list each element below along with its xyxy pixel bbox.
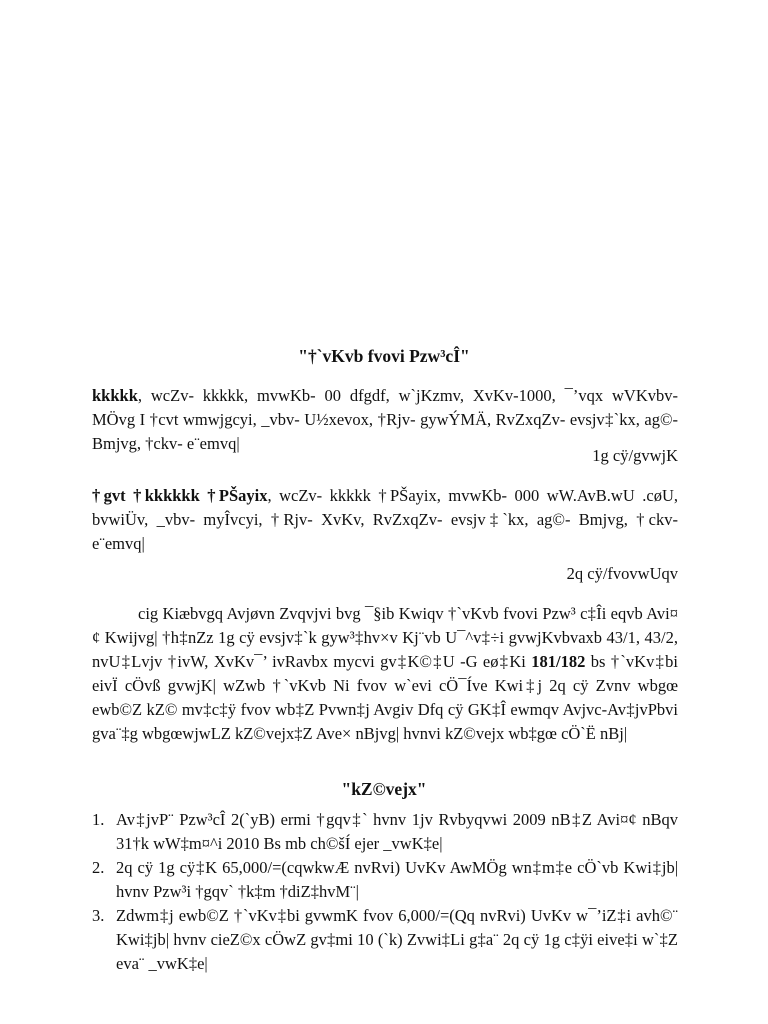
- shop-number: 181/182: [531, 652, 586, 671]
- condition-text: 2q cÿ 1g cÿ‡K 65,000/=(cqwkwÆ nvRvi) UvKv AwMÖg wn‡m‡e cÖ`vb Kwi‡jb| hvnv Pzw³i †gqv` †k‡m †diZ‡hvM¨|: [116, 858, 678, 901]
- condition-item: [92, 856, 678, 904]
- condition-text: Zdwm‡j ewb©Z †`vKv‡bi gvwmK fvov 6,000/=(Qq nvRvi) UvKv w¯’iZ‡i avh©¨ Kwi‡jb| hvnv cieZ©x cÖwZ gv‡mi 10 (`k) Zvwi‡Li g‡a¨ 2q cÿ 1g c‡ÿi eive‡i w`‡Z eva¨ _vwK‡e|: [116, 906, 678, 973]
- party-one-details: , wcZv- kkkkk, mvwKb- 00 dfgdf, w`jKzmv, XvKv-1000, ¯’vqx wVKvbv- MÖvg I †cvt wmwjgcyi, _vbv- U½xevox, †Rjv- gywÝMÄ, RvZxqZv- evsjv‡`kx, ag©- Bmjvg, †ckv- e¨emvq|: [92, 386, 678, 453]
- conditions-heading: "kZ©vejx": [341, 779, 427, 799]
- party-two-role: 2q cÿ/fvovwUqv: [566, 564, 678, 583]
- preamble-paragraph: [92, 602, 678, 746]
- party-one-role: 1g cÿ/gvwjK: [592, 446, 678, 465]
- condition-number: 3.: [92, 906, 105, 925]
- party-two-details: , wcZv- kkkkk †PŠayix, mvwKb- 000 wW.AvB.wU .cøU, bvwiÜv, _vbv- myÎvcyi, †Rjv- XvKv, RvZxqZv- evsjv‡`kx, ag©- Bmjvg, †ckv- e¨emvq|: [92, 486, 678, 553]
- conditions-list-wrapper: [92, 808, 678, 976]
- condition-item: [92, 904, 678, 976]
- document-title: "†`vKvb fvovi Pzw³cÎ": [298, 346, 470, 366]
- condition-number: 2.: [92, 858, 105, 877]
- condition-number: 1.: [92, 810, 105, 829]
- preamble-text-part2: bs †`vKv‡bi eivÏ cÖvß gvwjK| wZwb †`vKvb Ni fvov w`evi cÖ¯Íve Kwi‡j 2q cÿ Zvnv wbgœ ewb©Z kZ© mv‡c‡ÿ fvov wb‡Z Pvwn‡j Avgiv Dfq cÿ GK‡Î ewmqv Avjvc-Av‡jvPbvi gva¨‡g wbgœwjwLZ kZ©vejx‡Z Ave× nBjvg| hvnvi kZ©vejx wb‡gœ cÖ`Ë nBj|: [92, 652, 678, 743]
- party-two-name: †gvt †kkkkkk †PŠayix: [92, 486, 268, 505]
- condition-text: Av‡jvP¨ Pzw³cÎ 2(`yB) ermi †gqv‡` hvnv 1jv Rvbyqvwi 2009 nB‡Z Avi¤¢ nBqv 31†k wW‡m¤^i 2010 Bs mb ch©šÍ ejer _vwK‡e|: [116, 810, 678, 853]
- party-two-paragraph: [92, 484, 678, 556]
- conditions-list: [92, 808, 678, 976]
- condition-item: [92, 808, 678, 856]
- party-one-name: kkkkk: [92, 386, 138, 405]
- preamble-text-part1: cig Kiæbvgq Avjøvn Zvqvjvi bvg ¯§ib Kwiqv †`vKvb fvovi Pzw³ c‡Îi eqvb Avi¤¢ Kwijvg| †h‡nZz 1g cÿ evsjv‡`k gyw³‡hv×v Kj¨vb U¯^v‡÷i gvwjKvbvaxb 43/1, 43/2, nvU‡Lvjv †ivW, XvKv¯’ ivRavbx mycvi gv‡K©‡U -G eø‡Ki: [92, 604, 678, 671]
